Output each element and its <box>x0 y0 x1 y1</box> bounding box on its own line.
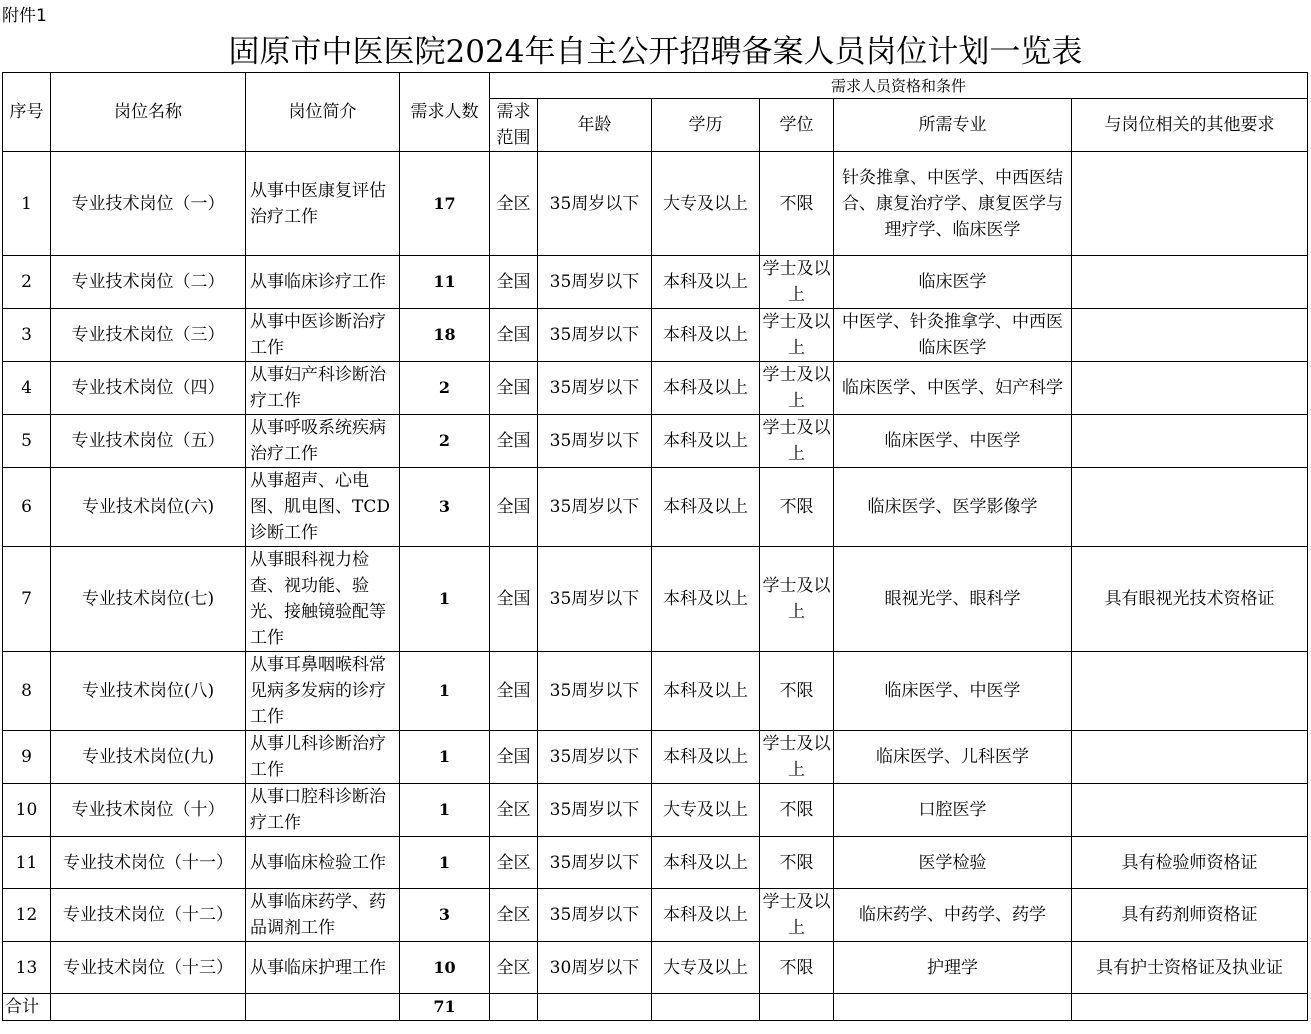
count-cell: 3 <box>400 889 490 942</box>
position-brief-cell: 从事临床诊疗工作 <box>246 256 400 309</box>
total-empty <box>490 994 538 1021</box>
other-requirements-cell <box>1072 415 1308 468</box>
count-cell: 11 <box>400 256 490 309</box>
position-name-cell: 专业技术岗位（十一） <box>51 837 246 889</box>
count-cell: 1 <box>400 652 490 731</box>
table-row <box>3 731 1308 784</box>
age-cell: 35周岁以下 <box>538 362 652 415</box>
scope-cell: 全国 <box>490 652 538 731</box>
degree-cell: 不限 <box>760 652 834 731</box>
age-cell: 35周岁以下 <box>538 889 652 942</box>
seq-cell: 6 <box>3 468 51 547</box>
other-requirements-cell <box>1072 362 1308 415</box>
degree-cell: 学士及以上 <box>760 415 834 468</box>
position-name-cell: 专业技术岗位(九) <box>51 731 246 784</box>
other-requirements-cell <box>1072 309 1308 362</box>
other-requirements-cell <box>1072 784 1308 837</box>
age-cell: 30周岁以下 <box>538 942 652 994</box>
header-qualifications: 需求人员资格和条件 <box>490 73 1308 99</box>
degree-cell: 学士及以上 <box>760 256 834 309</box>
seq-cell: 11 <box>3 837 51 889</box>
position-name-cell: 专业技术岗位(八) <box>51 652 246 731</box>
table-row <box>3 362 1308 415</box>
total-empty <box>652 994 760 1021</box>
position-brief-cell: 从事儿科诊断治疗工作 <box>246 731 400 784</box>
position-brief-cell: 从事眼科视力检查、视功能、验光、接触镜验配等工作 <box>246 547 400 652</box>
seq-cell: 2 <box>3 256 51 309</box>
header-brief: 岗位简介 <box>246 73 400 152</box>
education-cell: 本科及以上 <box>652 889 760 942</box>
header-major: 所需专业 <box>834 99 1072 152</box>
position-brief-cell: 从事呼吸系统疾病治疗工作 <box>246 415 400 468</box>
seq-cell: 10 <box>3 784 51 837</box>
scope-cell: 全国 <box>490 468 538 547</box>
age-cell: 35周岁以下 <box>538 309 652 362</box>
position-brief-cell: 从事妇产科诊断治疗工作 <box>246 362 400 415</box>
attachment-label: 附件1 <box>2 6 47 26</box>
position-brief-cell: 从事口腔科诊断治疗工作 <box>246 784 400 837</box>
header-scope: 需求范围 <box>490 99 538 152</box>
scope-cell: 全国 <box>490 309 538 362</box>
position-brief-cell: 从事临床护理工作 <box>246 942 400 994</box>
header-other: 与岗位相关的其他要求 <box>1072 99 1308 152</box>
education-cell: 本科及以上 <box>652 256 760 309</box>
major-cell: 临床药学、中药学、药学 <box>834 889 1072 942</box>
position-name-cell: 专业技术岗位（一） <box>51 152 246 256</box>
position-brief-cell: 从事临床检验工作 <box>246 837 400 889</box>
degree-cell: 学士及以上 <box>760 731 834 784</box>
scope-cell: 全区 <box>490 152 538 256</box>
position-name-cell: 专业技术岗位（三） <box>51 309 246 362</box>
header-degree: 学位 <box>760 99 834 152</box>
position-name-cell: 专业技术岗位（十三） <box>51 942 246 994</box>
age-cell: 35周岁以下 <box>538 256 652 309</box>
degree-cell: 不限 <box>760 152 834 256</box>
seq-cell: 1 <box>3 152 51 256</box>
other-requirements-cell: 具有药剂师资格证 <box>1072 889 1308 942</box>
position-name-cell: 专业技术岗位(六) <box>51 468 246 547</box>
scope-cell: 全国 <box>490 256 538 309</box>
other-requirements-cell: 具有护士资格证及执业证 <box>1072 942 1308 994</box>
seq-cell: 3 <box>3 309 51 362</box>
position-brief-cell: 从事中医诊断治疗工作 <box>246 309 400 362</box>
education-cell: 大专及以上 <box>652 784 760 837</box>
header-count: 需求人数 <box>400 73 490 152</box>
age-cell: 35周岁以下 <box>538 652 652 731</box>
total-empty <box>246 994 400 1021</box>
scope-cell: 全区 <box>490 784 538 837</box>
major-cell: 中医学、针灸推拿学、中西医临床医学 <box>834 309 1072 362</box>
age-cell: 35周岁以下 <box>538 152 652 256</box>
scope-cell: 全国 <box>490 731 538 784</box>
position-name-cell: 专业技术岗位(七) <box>51 547 246 652</box>
table-row <box>3 152 1308 256</box>
other-requirements-cell: 具有眼视光技术资格证 <box>1072 547 1308 652</box>
table-row <box>3 415 1308 468</box>
education-cell: 本科及以上 <box>652 731 760 784</box>
position-name-cell: 专业技术岗位（十二） <box>51 889 246 942</box>
other-requirements-cell <box>1072 256 1308 309</box>
total-empty <box>1072 994 1308 1021</box>
other-requirements-cell <box>1072 652 1308 731</box>
total-empty <box>538 994 652 1021</box>
age-cell: 35周岁以下 <box>538 468 652 547</box>
education-cell: 本科及以上 <box>652 547 760 652</box>
header-position: 岗位名称 <box>51 73 246 152</box>
count-cell: 18 <box>400 309 490 362</box>
count-cell: 2 <box>400 415 490 468</box>
age-cell: 35周岁以下 <box>538 784 652 837</box>
degree-cell: 不限 <box>760 468 834 547</box>
page-title: 固原市中医医院2024年自主公开招聘备案人员岗位计划一览表 <box>228 34 1083 70</box>
scope-cell: 全国 <box>490 415 538 468</box>
table-row <box>3 889 1308 942</box>
header-education: 学历 <box>652 99 760 152</box>
age-cell: 35周岁以下 <box>538 547 652 652</box>
total-empty <box>760 994 834 1021</box>
major-cell: 针灸推拿、中医学、中西医结合、康复治疗学、康复医学与理疗学、临床医学 <box>834 152 1072 256</box>
education-cell: 大专及以上 <box>652 942 760 994</box>
scope-cell: 全国 <box>490 547 538 652</box>
other-requirements-cell <box>1072 152 1308 256</box>
total-empty <box>834 994 1072 1021</box>
header-age: 年龄 <box>538 99 652 152</box>
seq-cell: 12 <box>3 889 51 942</box>
education-cell: 本科及以上 <box>652 415 760 468</box>
education-cell: 本科及以上 <box>652 468 760 547</box>
other-requirements-cell: 具有检验师资格证 <box>1072 837 1308 889</box>
other-requirements-cell <box>1072 468 1308 547</box>
count-cell: 2 <box>400 362 490 415</box>
position-brief-cell: 从事超声、心电图、肌电图、TCD诊断工作 <box>246 468 400 547</box>
header-seq: 序号 <box>3 73 51 152</box>
count-cell: 10 <box>400 942 490 994</box>
seq-cell: 8 <box>3 652 51 731</box>
degree-cell: 学士及以上 <box>760 547 834 652</box>
position-name-cell: 专业技术岗位（十） <box>51 784 246 837</box>
other-requirements-cell <box>1072 731 1308 784</box>
education-cell: 本科及以上 <box>652 837 760 889</box>
scope-cell: 全区 <box>490 942 538 994</box>
count-cell: 3 <box>400 468 490 547</box>
education-cell: 本科及以上 <box>652 652 760 731</box>
major-cell: 临床医学 <box>834 256 1072 309</box>
scope-cell: 全国 <box>490 362 538 415</box>
seq-cell: 4 <box>3 362 51 415</box>
major-cell: 临床医学、中医学 <box>834 415 1072 468</box>
table-row <box>3 547 1308 652</box>
major-cell: 护理学 <box>834 942 1072 994</box>
position-name-cell: 专业技术岗位（四） <box>51 362 246 415</box>
table-row <box>3 256 1308 309</box>
age-cell: 35周岁以下 <box>538 731 652 784</box>
table-row <box>3 942 1308 994</box>
total-count: 71 <box>400 994 490 1021</box>
degree-cell: 不限 <box>760 942 834 994</box>
major-cell: 口腔医学 <box>834 784 1072 837</box>
total-row <box>3 994 1308 1021</box>
degree-cell: 学士及以上 <box>760 309 834 362</box>
table-row <box>3 468 1308 547</box>
scope-cell: 全区 <box>490 837 538 889</box>
position-brief-cell: 从事临床药学、药品调剂工作 <box>246 889 400 942</box>
seq-cell: 7 <box>3 547 51 652</box>
scope-cell: 全区 <box>490 889 538 942</box>
seq-cell: 13 <box>3 942 51 994</box>
position-name-cell: 专业技术岗位（五） <box>51 415 246 468</box>
major-cell: 临床医学、中医学 <box>834 652 1072 731</box>
position-brief-cell: 从事中医康复评估治疗工作 <box>246 152 400 256</box>
table-row <box>3 309 1308 362</box>
total-empty <box>51 994 246 1021</box>
recruitment-plan-table <box>2 72 1308 1021</box>
degree-cell: 学士及以上 <box>760 889 834 942</box>
table-row <box>3 652 1308 731</box>
table-row <box>3 784 1308 837</box>
count-cell: 17 <box>400 152 490 256</box>
major-cell: 医学检验 <box>834 837 1072 889</box>
major-cell: 眼视光学、眼科学 <box>834 547 1072 652</box>
position-brief-cell: 从事耳鼻咽喉科常见病多发病的诊疗工作 <box>246 652 400 731</box>
major-cell: 临床医学、医学影像学 <box>834 468 1072 547</box>
age-cell: 35周岁以下 <box>538 415 652 468</box>
position-name-cell: 专业技术岗位（二） <box>51 256 246 309</box>
degree-cell: 不限 <box>760 837 834 889</box>
degree-cell: 不限 <box>760 784 834 837</box>
major-cell: 临床医学、儿科医学 <box>834 731 1072 784</box>
seq-cell: 9 <box>3 731 51 784</box>
total-label: 合计 <box>3 994 51 1021</box>
count-cell: 1 <box>400 731 490 784</box>
degree-cell: 学士及以上 <box>760 362 834 415</box>
education-cell: 本科及以上 <box>652 362 760 415</box>
count-cell: 1 <box>400 837 490 889</box>
count-cell: 1 <box>400 784 490 837</box>
count-cell: 1 <box>400 547 490 652</box>
table-row <box>3 837 1308 889</box>
education-cell: 本科及以上 <box>652 309 760 362</box>
seq-cell: 5 <box>3 415 51 468</box>
age-cell: 35周岁以下 <box>538 837 652 889</box>
major-cell: 临床医学、中医学、妇产科学 <box>834 362 1072 415</box>
education-cell: 大专及以上 <box>652 152 760 256</box>
